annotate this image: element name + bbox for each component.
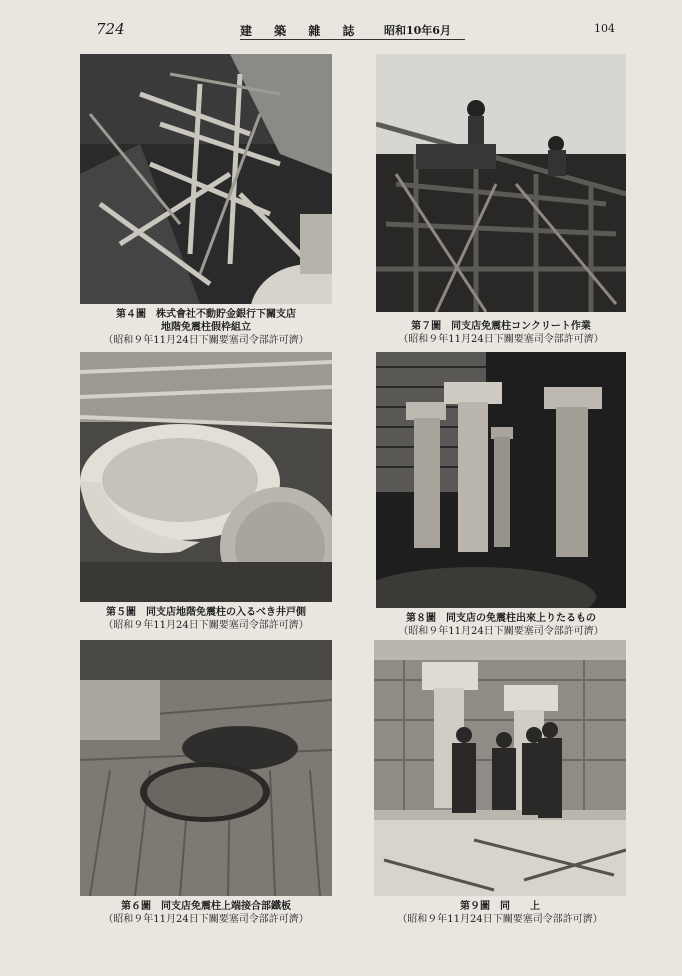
fig6-permit: （昭和９年11月24日下關要塞司令部許可濟） — [103, 914, 309, 925]
caption-fig9 — [374, 900, 626, 926]
fig4-title-line2: 地階免震柱假枠組立 — [161, 322, 251, 333]
journal-title: 建 築 雜 誌 — [240, 24, 364, 38]
caption-fig8 — [376, 612, 626, 638]
fig9-permit: （昭和９年11月24日下關要塞司令部許可濟） — [397, 914, 603, 925]
page-number-left: 724 — [96, 20, 125, 38]
photo-fig5-well-casing — [80, 352, 332, 602]
fig7-title-line1: 同支店免震柱コンクリート作業 — [451, 321, 591, 332]
fig8-number: 第８圖 — [406, 613, 436, 624]
fig4-number: 第４圖 — [116, 309, 146, 320]
fig8-permit: （昭和９年11月24日下關要塞司令部許可濟） — [398, 626, 604, 637]
photo-fig9-men-by-columns — [374, 640, 626, 896]
fig4-title-line1: 株式會社不動貯金銀行下關支店 — [156, 309, 296, 320]
fig5-number: 第５圖 — [106, 607, 136, 618]
caption-fig4 — [80, 308, 332, 347]
fig9-number: 第９圖 — [460, 901, 490, 912]
issue-date: 昭和10年6月 — [384, 24, 451, 37]
fig8-title-line1: 同支店の免震柱出來上りたるもの — [446, 613, 596, 624]
fig6-title-line1: 同支店免震柱上端接合部鐵板 — [161, 901, 291, 912]
page-header — [0, 0, 682, 44]
caption-fig6 — [80, 900, 332, 926]
photo-fig4-timber-formwork — [80, 54, 332, 304]
fig4-permit: （昭和９年11月24日下關要塞司令部許可濟） — [103, 335, 309, 346]
photo-fig6-joint-steel-plate — [80, 640, 332, 896]
fig7-number: 第７圖 — [411, 321, 442, 332]
photo-fig7-concrete-work — [376, 54, 626, 312]
caption-fig7 — [376, 320, 626, 346]
page-number-right: 104 — [594, 22, 615, 35]
photo-fig8-completed-columns — [376, 352, 626, 608]
caption-fig5 — [80, 606, 332, 632]
fig6-number: 第６圖 — [121, 901, 151, 912]
header-rule — [240, 39, 465, 40]
fig9-title-line1: 同 上 — [500, 901, 540, 912]
fig5-permit: （昭和９年11月24日下關要塞司令部許可濟） — [103, 620, 309, 631]
fig5-title-line1: 同支店地階免震柱の入るべき井戸側 — [146, 607, 306, 618]
fig7-permit: （昭和９年11月24日下關要塞司令部許可濟） — [398, 334, 604, 345]
